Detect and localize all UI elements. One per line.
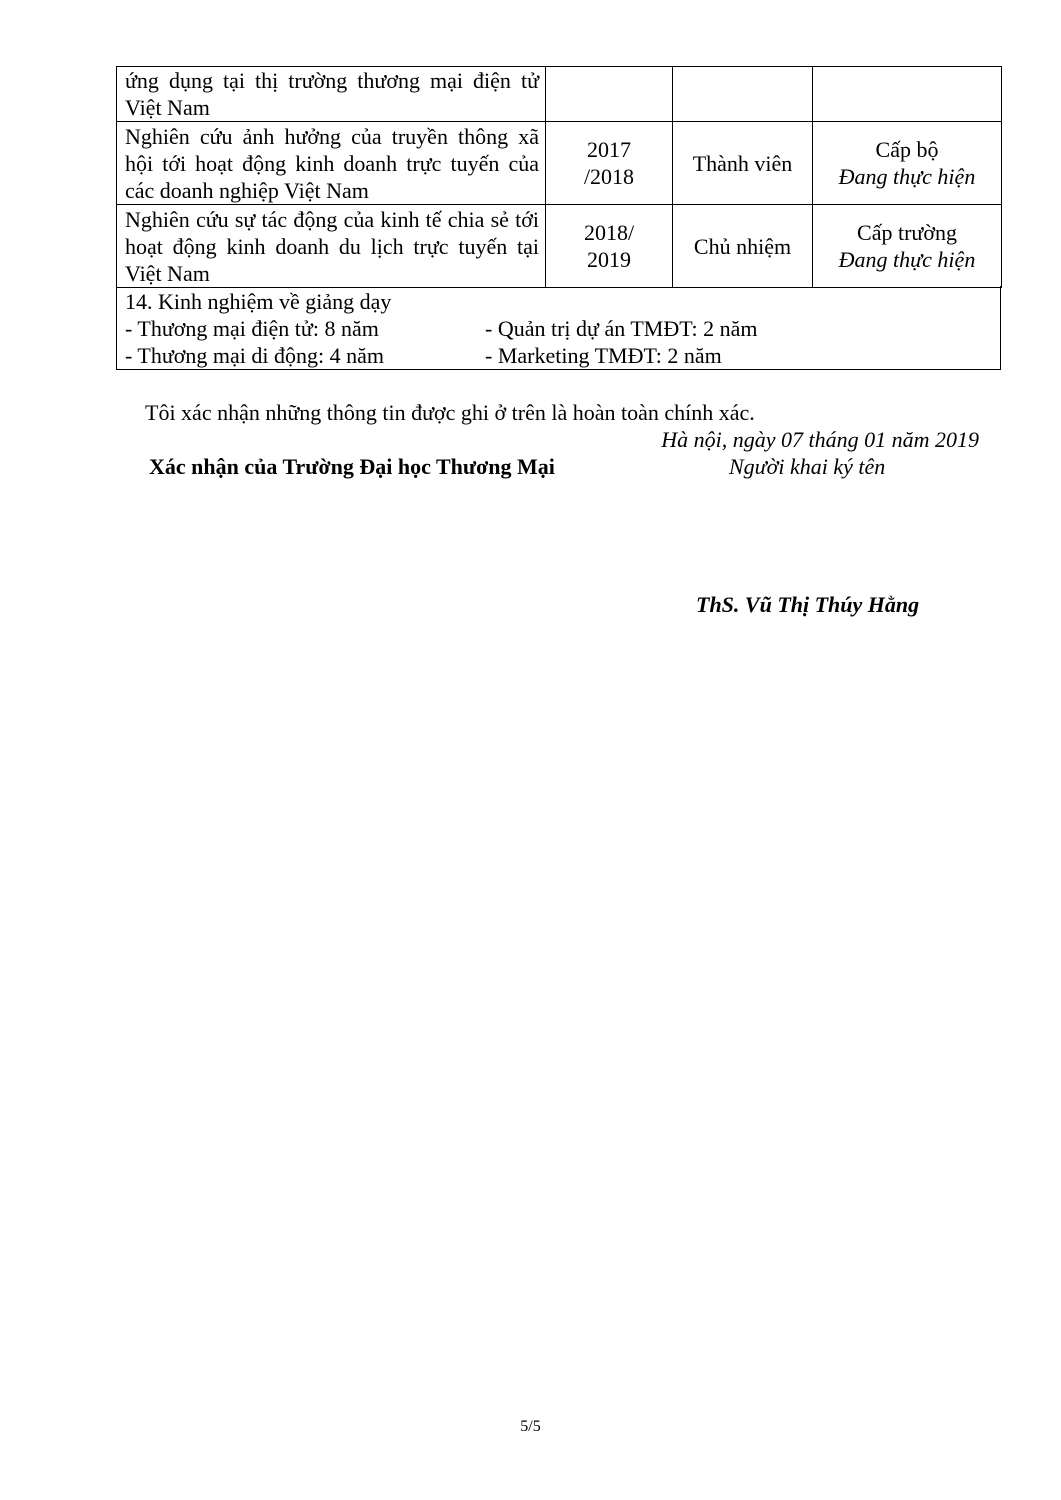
table-row [117,122,1002,205]
status-label: Đang thực hiện [838,164,976,189]
year-start: 2018/ [583,220,635,245]
year-end: /2018 [583,164,635,189]
date-line: Hà nội, ngày 07 tháng 01 năm 2019 [661,427,979,452]
page-number: 5/5 [520,1418,541,1435]
research-role: Thành viên [673,122,813,205]
research-level [813,205,1002,288]
year-start: 2017 [587,137,631,162]
school-confirmation: Xác nhận của Trường Đại học Thương Mại [149,454,555,479]
table-row [117,67,1002,122]
research-role: Chủ nhiệm [673,205,813,288]
research-level [813,122,1002,205]
signer-name: ThS. Vũ Thị Thúy Hằng [696,592,920,617]
year-end: 2019 [587,247,631,272]
level-label: Cấp trường [857,220,957,245]
research-table [116,66,1002,288]
research-role [673,67,813,122]
research-level [813,67,1002,122]
table-row [117,205,1002,288]
research-year [546,205,673,288]
research-year [546,67,673,122]
status-label: Đang thực hiện [838,247,976,272]
teaching-item: - Marketing TMĐT: 2 năm [485,343,722,368]
research-title: Nghiên cứu ảnh hưởng của truyền thông xã hội tới hoạt động kinh doanh trực tuyến của các doanh nghiệp Việt Nam [117,122,546,205]
teaching-item: - Quản trị dự án TMĐT: 2 năm [485,316,758,341]
teaching-experience-section [116,286,1001,370]
research-year [546,122,673,205]
level-label: Cấp bộ [875,137,939,162]
teaching-heading: 14. Kinh nghiệm về giảng dạy [125,289,392,314]
confirmation-statement: Tôi xác nhận những thông tin được ghi ở trên là hoàn toàn chính xác. [145,400,755,425]
teaching-item: - Thương mại di động: 4 năm [125,343,385,368]
signer-label: Người khai ký tên [729,454,886,479]
research-title: ứng dụng tại thị trường thương mại điện tử Việt Nam [117,67,546,122]
research-title: Nghiên cứu sự tác động của kinh tế chia sẻ tới hoạt động kinh doanh du lịch trực tuyến tại Việt Nam [117,205,546,288]
teaching-item: - Thương mại điện tử: 8 năm [125,316,379,341]
